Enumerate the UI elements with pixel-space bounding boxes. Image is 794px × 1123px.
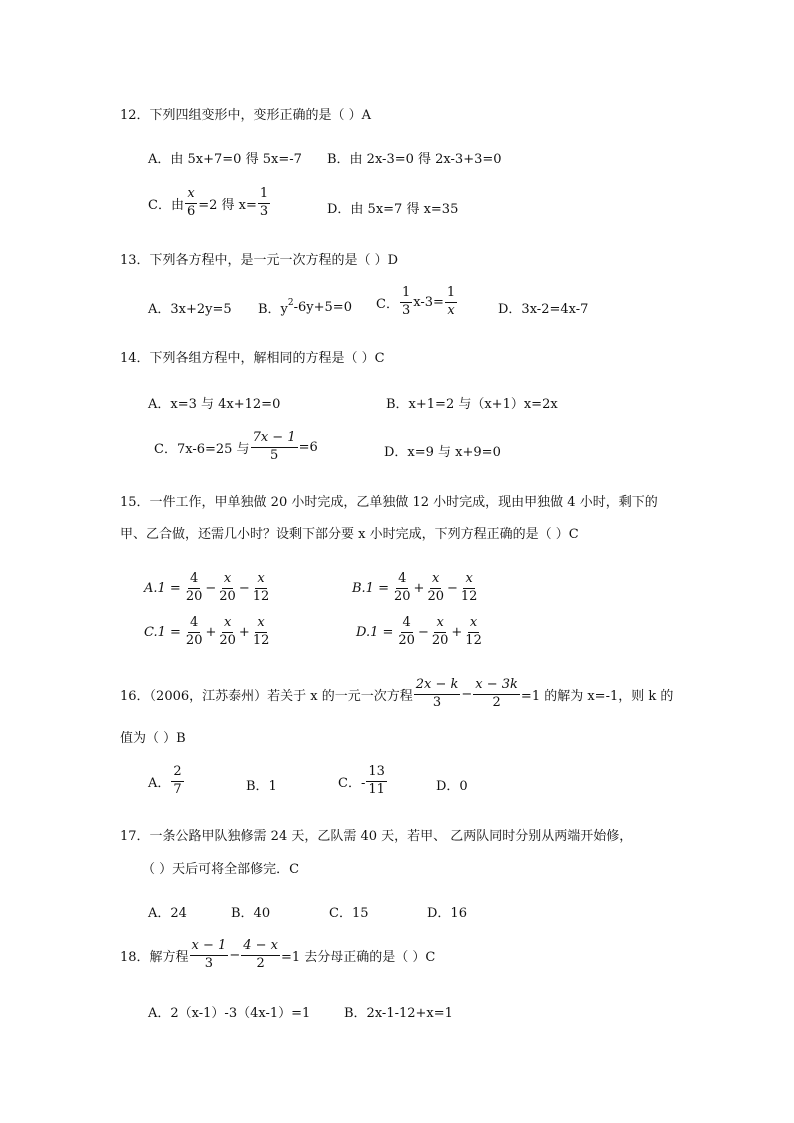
- q13-c-prefix: C．: [376, 296, 399, 312]
- q15-b-operator-2: −: [446, 580, 458, 596]
- q18-option-b: B．2x-1-12+x=1: [344, 1006, 453, 1021]
- q15-option-d: [356, 616, 485, 649]
- q13-option-c: [376, 286, 458, 319]
- q15-b-denominator-2: 20: [427, 588, 444, 604]
- q15-d-fraction-3: [463, 616, 484, 649]
- q16-fraction-2: [473, 678, 520, 711]
- q13-b-prefix: B．y: [258, 302, 288, 317]
- q15-c-operator-1: +: [205, 624, 217, 640]
- q15-d-denominator-1: 20: [398, 632, 415, 648]
- q14-c-prefix: C．7x-6=25 与: [154, 441, 250, 457]
- q15-c-numerator-2: x: [222, 616, 233, 633]
- q16-stem-line-2: 值为（ ）B: [120, 731, 186, 746]
- q16-operator: −: [461, 686, 473, 702]
- q14-c-suffix: =6: [298, 439, 318, 455]
- q15-stem-line-1: 15．一件工作，甲单独做 20 小时完成，乙单独做 12 小时完成，现由甲独做 4 小时，剩下的: [120, 495, 658, 510]
- q15-d-numerator-2: x: [434, 616, 445, 633]
- q12-c-fraction-2: [258, 187, 270, 220]
- q16-a-numerator: 2: [171, 765, 183, 782]
- q15-d-denominator-3: 12: [465, 632, 482, 648]
- q17-stem-line-1: 17．一条公路甲队独修需 24 天，乙队需 40 天，若甲、 乙两队同时分别从两端开始修，: [120, 829, 633, 844]
- q15-b-fraction-1: [392, 572, 413, 605]
- q16-stem-suffix: =1 的解为 x=-1，则 k 的: [520, 688, 674, 704]
- q16-a-prefix: A．: [148, 775, 171, 791]
- q16-denominator-2: 2: [492, 694, 501, 710]
- q15-c-numerator-3: x: [255, 616, 266, 633]
- q13-c-numerator-1: 1: [400, 286, 412, 303]
- q13-c-denominator-2: x: [447, 302, 455, 318]
- q15-a-fraction-1: [184, 572, 205, 605]
- q16-numerator-1: 2x − k: [414, 678, 461, 695]
- q17-option-a: A．24: [148, 906, 187, 921]
- q15-stem-line-2: 甲、乙合做，还需几小时？设剩下部分要 x 小时完成，下列方程正确的是（ ）C: [120, 527, 579, 542]
- q15-d-operator-1: −: [417, 624, 429, 640]
- q13-option-d: D．3x-2=4x-7: [498, 302, 589, 317]
- q18-stem-suffix: =1 去分母正确的是（ ）C: [280, 949, 436, 965]
- q15-c-fraction-1: [184, 616, 205, 649]
- q15-d-label: D.1 =: [356, 624, 394, 640]
- q15-a-fraction-3: [251, 572, 272, 605]
- q15-b-denominator-3: 12: [460, 588, 478, 604]
- q18-numerator-1: x − 1: [190, 939, 229, 956]
- q16-numerator-2: x − 3k: [473, 678, 520, 695]
- q12-option-d: D．由 5x=7 得 x=35: [327, 202, 459, 217]
- q15-a-operator-2: −: [238, 580, 250, 596]
- q15-b-label: B.1 =: [352, 580, 389, 596]
- q12-c-denominator-2: 3: [259, 203, 269, 219]
- q16-c-prefix: C．-: [338, 775, 366, 791]
- q15-c-denominator-2: 20: [219, 632, 236, 648]
- q18-option-a: A．2（x-1）-3（4x-1）=1: [148, 1006, 311, 1021]
- q13-option-a: A．3x+2y=5: [148, 302, 232, 317]
- q15-c-denominator-3: 12: [252, 632, 270, 648]
- q13-stem: 13．下列各方程中，是一元一次方程的是（ ）D: [120, 253, 399, 268]
- q12-c-denominator-1: 6: [186, 203, 196, 219]
- q15-b-denominator-1: 20: [393, 588, 411, 604]
- q15-a-numerator-3: x: [255, 572, 266, 589]
- q15-a-denominator-1: 20: [185, 588, 203, 604]
- q15-b-operator-1: +: [413, 580, 425, 596]
- q15-d-numerator-1: 4: [401, 616, 413, 633]
- q18-denominator-1: 3: [204, 955, 214, 971]
- q14-option-c: [154, 431, 318, 464]
- q15-a-denominator-3: 12: [252, 588, 270, 604]
- q17-option-c: C．15: [329, 906, 369, 921]
- q13-b-exponent: 2: [287, 297, 294, 308]
- q15-c-numerator-1: 4: [188, 616, 200, 633]
- q15-a-fraction-2: [217, 572, 238, 605]
- q12-c-fraction-1: [185, 187, 197, 220]
- q16-option-b: B．1: [246, 779, 277, 794]
- q14-c-denominator: 5: [269, 447, 279, 463]
- q15-b-numerator-2: x: [430, 572, 441, 589]
- q15-option-c: [144, 616, 272, 649]
- q12-c-numerator-1: x: [185, 187, 196, 204]
- q15-a-label: A.1 =: [144, 580, 181, 596]
- q16-fraction-1: [414, 678, 461, 711]
- q14-stem: 14．下列各组方程中，解相同的方程是（ ）C: [120, 351, 385, 366]
- q16-c-numerator: 13: [366, 765, 387, 782]
- q13-c-numerator-2: 1: [445, 286, 457, 303]
- q12-stem: 12．下列四组变形中，变形正确的是（ ）A: [120, 108, 372, 123]
- q15-b-numerator-3: x: [463, 572, 474, 589]
- q13-c-denominator-1: 3: [401, 302, 411, 318]
- q16-option-a: [148, 765, 185, 798]
- q18-denominator-2: 2: [256, 955, 265, 971]
- q15-c-fraction-2: [217, 616, 238, 649]
- q15-d-numerator-3: x: [468, 616, 479, 633]
- q14-option-a: A．x=3 与 4x+12=0: [148, 397, 281, 412]
- q15-d-operator-2: +: [451, 624, 463, 640]
- q13-c-fraction-1: [400, 286, 412, 319]
- q15-a-denominator-2: 20: [219, 588, 236, 604]
- q18-stem: [120, 939, 435, 972]
- q16-option-d: D．0: [436, 779, 468, 794]
- q15-b-numerator-1: 4: [396, 572, 408, 589]
- q15-d-denominator-2: 20: [431, 632, 449, 648]
- q15-option-b: [352, 572, 480, 605]
- q12-c-prefix: C．由: [148, 197, 184, 213]
- q15-a-operator-1: −: [205, 580, 217, 596]
- q15-d-fraction-1: [396, 616, 417, 649]
- q13-c-middle: x-3=: [413, 294, 444, 310]
- q16-c-fraction: [366, 765, 387, 798]
- q17-stem-line-2: （ ）天后可将全部修完．C: [142, 862, 300, 877]
- q18-numerator-2: 4 − x: [241, 939, 280, 956]
- q12-option-c: [148, 187, 271, 220]
- q16-denominator-1: 3: [432, 694, 442, 710]
- q15-option-a: [144, 572, 272, 605]
- q17-option-d: D．16: [427, 906, 467, 921]
- q13-b-suffix: -6y+5=0: [293, 300, 352, 315]
- q16-a-denominator: 7: [173, 781, 182, 797]
- q12-c-middle: =2 得 x=: [198, 197, 257, 213]
- q16-stem-line-1: [120, 678, 673, 711]
- q14-option-d: D．x=9 与 x+9=0: [384, 445, 501, 460]
- q12-option-b: B．由 2x-3=0 得 2x-3+3=0: [327, 152, 502, 167]
- q17-option-b: B．40: [231, 906, 271, 921]
- q15-a-numerator-2: x: [222, 572, 233, 589]
- q16-c-denominator: 11: [368, 781, 385, 797]
- q14-c-numerator: 7x − 1: [251, 431, 298, 448]
- q16-stem-prefix: 16．（2006，江苏泰州）若关于 x 的一元一次方程: [120, 688, 413, 704]
- q14-c-fraction: [251, 431, 298, 464]
- q16-a-fraction: [171, 765, 183, 798]
- q12-option-a: A．由 5x+7=0 得 5x=-7: [148, 152, 302, 167]
- q12-c-numerator-2: 1: [258, 187, 270, 204]
- q16-option-c: [338, 765, 388, 798]
- q15-c-operator-2: +: [238, 624, 250, 640]
- q18-operator: −: [229, 947, 241, 963]
- q15-d-fraction-2: [430, 616, 451, 649]
- q13-option-b: [258, 298, 352, 317]
- q18-fraction-2: [241, 939, 280, 972]
- q15-c-denominator-1: 20: [185, 632, 203, 648]
- q15-a-numerator-1: 4: [188, 572, 200, 589]
- q18-fraction-1: [190, 939, 229, 972]
- q15-c-fraction-3: [251, 616, 272, 649]
- q14-option-b: B．x+1=2 与（x+1）x=2x: [386, 397, 558, 412]
- q18-stem-prefix: 18．解方程: [120, 949, 189, 965]
- q15-b-fraction-2: [425, 572, 446, 605]
- q15-c-label: C.1 =: [144, 624, 181, 640]
- q15-b-fraction-3: [459, 572, 480, 605]
- q13-c-fraction-2: [445, 286, 457, 319]
